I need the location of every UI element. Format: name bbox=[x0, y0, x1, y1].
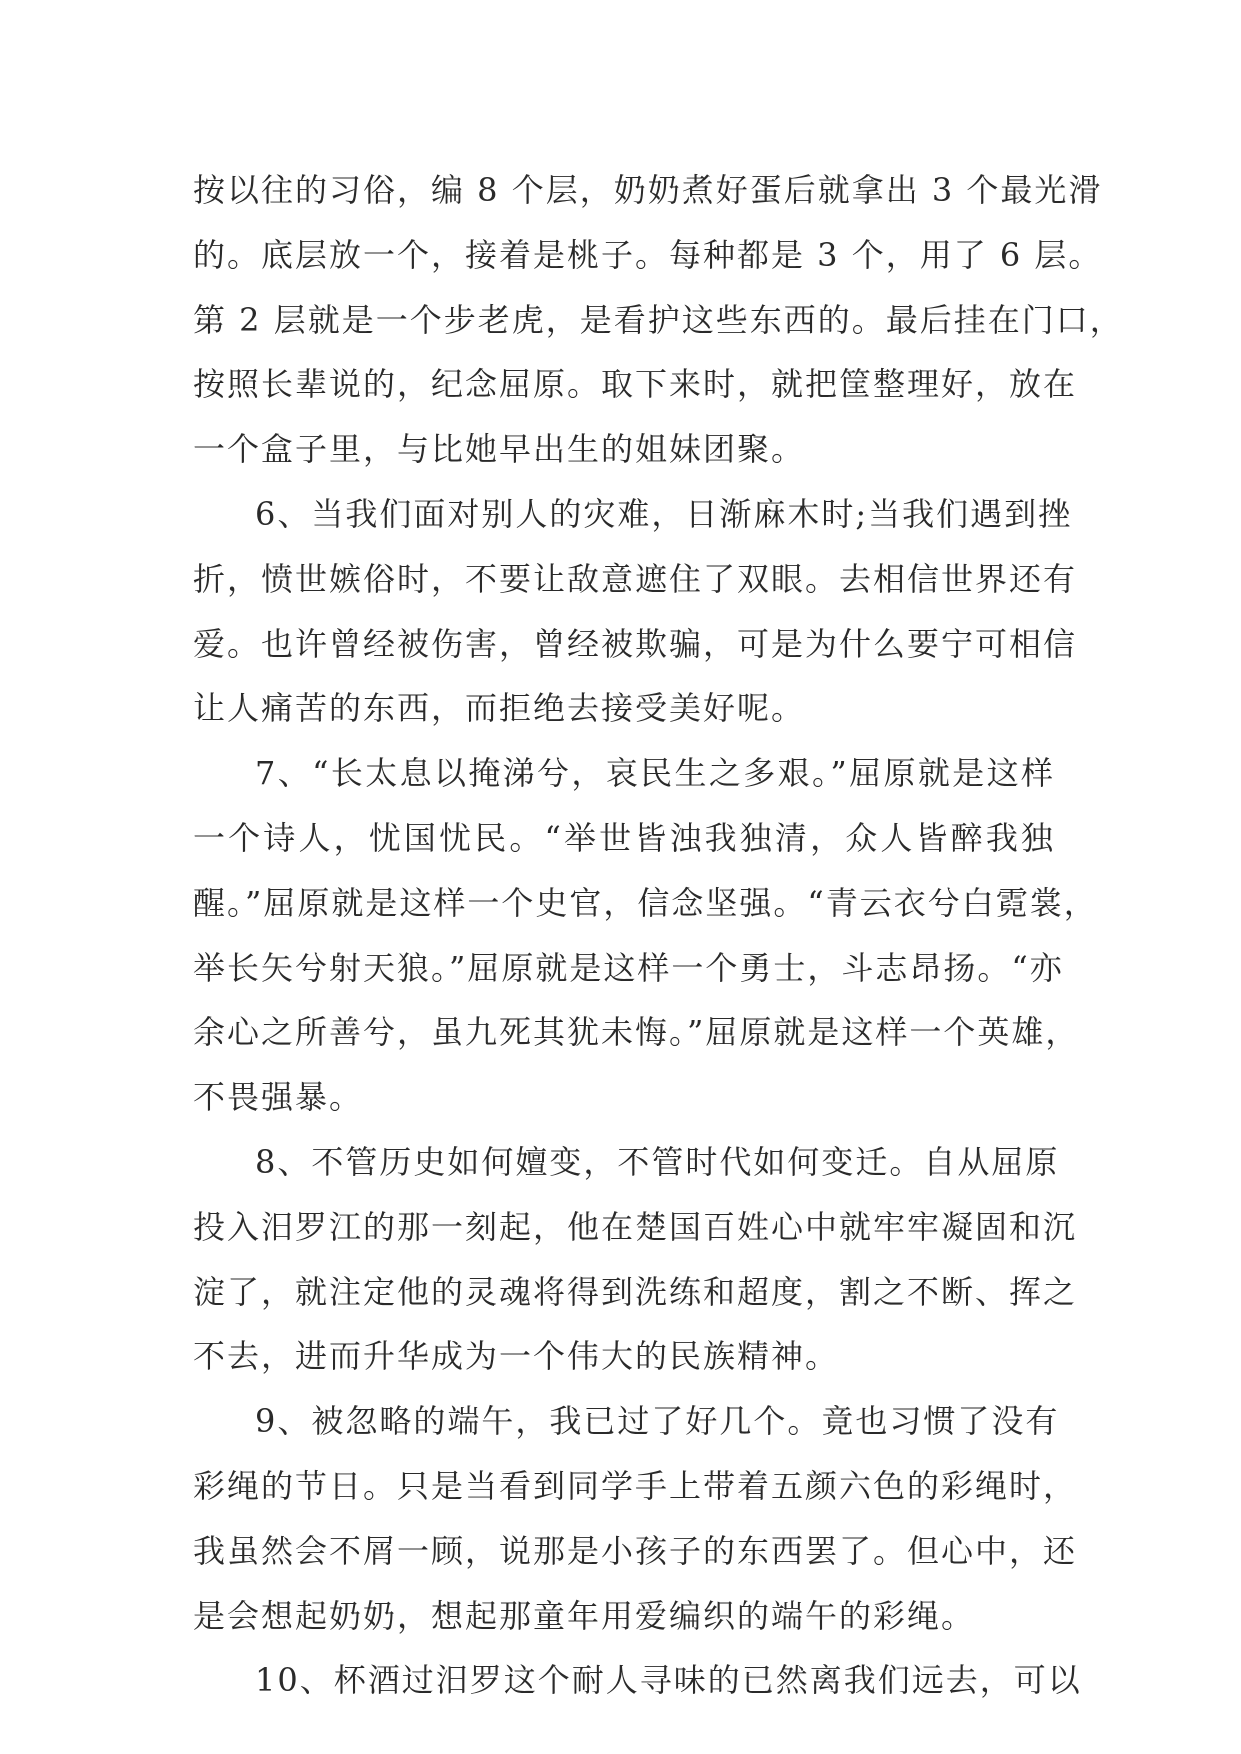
text-line: 举长矢兮射天狼。”屈原就是这样一个勇士，斗志昂扬。“亦 bbox=[193, 948, 1064, 987]
text-line: 7、“长太息以掩涕兮，哀民生之多艰。”屈原就是这样 bbox=[255, 754, 1055, 793]
text-line: 一个诗人，忧国忧民。“举世皆浊我独清，众人皆醉我独 bbox=[193, 818, 1055, 857]
text-line: 淀了，就注定他的灵魂将得到洗练和超度，割之不断、挥之 bbox=[193, 1272, 1078, 1311]
text-line: 折，愤世嫉俗时，不要让敌意遮住了双眼。去相信世界还有 bbox=[193, 559, 1078, 598]
text-line: 6、当我们面对别人的灾难，日渐麻木时;当我们遇到挫 bbox=[255, 494, 1073, 533]
text-line: 让人痛苦的东西，而拒绝去接受美好呢。 bbox=[193, 689, 806, 728]
text-line: 一个盒子里，与比她早出生的姐妹团聚。 bbox=[193, 430, 806, 469]
text-line: 9、被忽略的端午，我已过了好几个。竟也习惯了没有 bbox=[255, 1402, 1060, 1441]
text-line: 按以往的习俗，编 8 个层，奶奶煮好蛋后就拿出 3 个最光滑 bbox=[193, 171, 1103, 209]
text-line: 余心之所善兮，虽九死其犹未悔。”屈原就是这样一个英雄， bbox=[193, 1013, 1080, 1052]
paragraph-7 bbox=[193, 741, 1098, 1130]
text-line: 8、不管历史如何嬗变，不管时代如何变迁。自从屈原 bbox=[255, 1142, 1060, 1181]
text-line: 不畏强暴。 bbox=[193, 1078, 364, 1117]
paragraph-8 bbox=[193, 1130, 1078, 1389]
text-line: 10、杯酒过汨罗这个耐人寻味的已然离我们远去，可以 bbox=[255, 1661, 1082, 1700]
paragraph-6 bbox=[193, 482, 1078, 741]
paragraph-5-continued bbox=[193, 158, 1124, 482]
text-line: 我虽然会不屑一顾，说那是小孩子的东西罢了。但心中，还 bbox=[193, 1531, 1078, 1570]
text-line: 第 2 层就是一个步老虎，是看护这些东西的。最后挂在门口， bbox=[193, 300, 1124, 339]
text-line: 投入汨罗江的那一刻起，他在楚国百姓心中就牢牢凝固和沉 bbox=[193, 1207, 1078, 1246]
text-line: 不去，进而升华成为一个伟大的民族精神。 bbox=[193, 1337, 840, 1376]
paragraph-10 bbox=[193, 1648, 1082, 1713]
text-line: 爱。也许曾经被伤害，曾经被欺骗，可是为什么要宁可相信 bbox=[193, 624, 1078, 663]
text-line: 是会想起奶奶，想起那童年用爱编织的端午的彩绳。 bbox=[193, 1596, 976, 1635]
body-text bbox=[193, 158, 1124, 1713]
text-line: 醒。”屈原就是这样一个史官，信念坚强。“青云衣兮白霓裳， bbox=[193, 883, 1098, 922]
text-line: 按照长辈说的，纪念屈原。取下来时，就把筐整理好，放在 bbox=[193, 365, 1078, 404]
text-line: 彩绳的节日。只是当看到同学手上带着五颜六色的彩绳时， bbox=[193, 1466, 1078, 1505]
text-line: 的。底层放一个，接着是桃子。每种都是 3 个，用了 6 层。 bbox=[193, 235, 1103, 274]
paragraph-9 bbox=[193, 1389, 1078, 1648]
